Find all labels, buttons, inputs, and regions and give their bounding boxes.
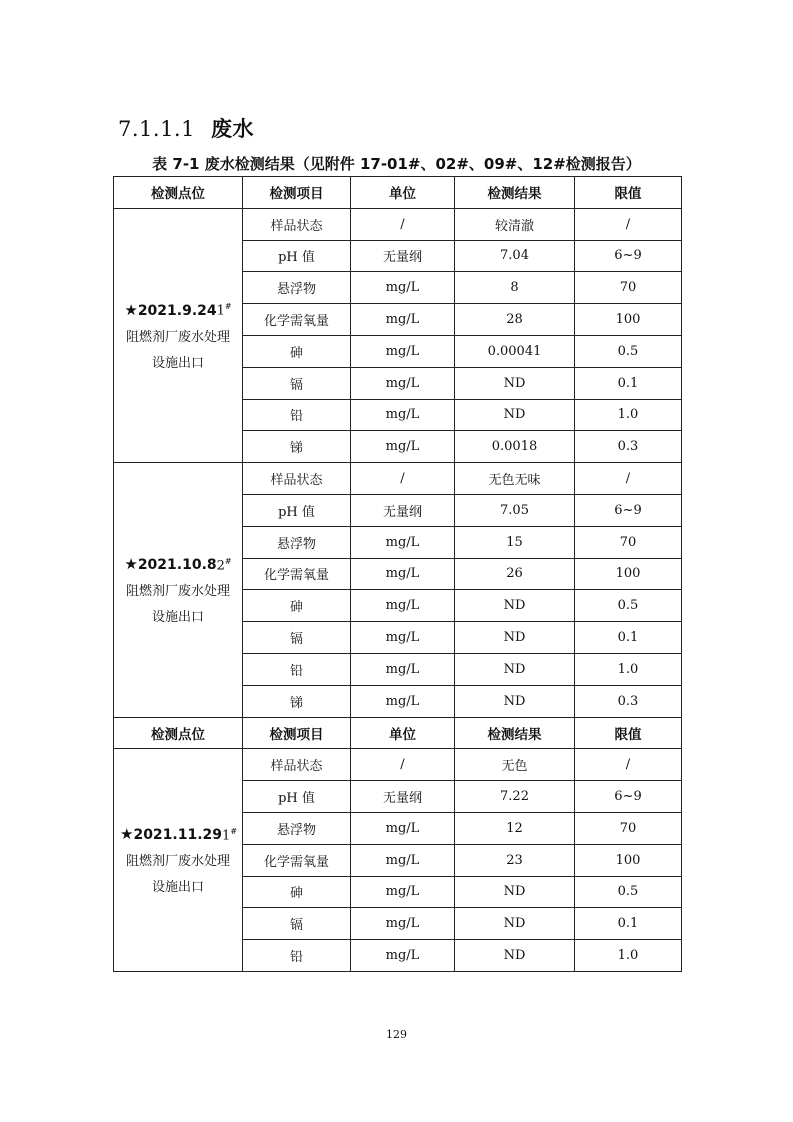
unit-cell: mg/L	[351, 304, 455, 336]
unit-cell: mg/L	[351, 526, 455, 558]
result-cell: 7.22	[455, 781, 575, 813]
site-name: 阻燃剂厂废水处理设施出口	[125, 329, 230, 371]
result-cell: ND	[455, 590, 575, 622]
column-header: 检测项目	[243, 717, 351, 749]
result-cell: 无色无味	[455, 463, 575, 495]
limit-cell: 0.5	[575, 335, 682, 367]
table-header-row	[114, 717, 682, 749]
item-cell: 铅	[243, 940, 351, 972]
item-cell: pH 值	[243, 494, 351, 526]
limit-cell: 100	[575, 844, 682, 876]
column-header: 检测结果	[455, 177, 575, 209]
unit-cell: mg/L	[351, 622, 455, 654]
site-number: 2	[216, 558, 225, 574]
table-header-row	[114, 177, 682, 209]
column-header: 单位	[351, 177, 455, 209]
unit-cell: mg/L	[351, 431, 455, 463]
item-cell: pH 值	[243, 781, 351, 813]
unit-cell: mg/L	[351, 685, 455, 717]
item-cell: 铅	[243, 653, 351, 685]
item-cell: pH 值	[243, 240, 351, 272]
item-cell: 化学需氧量	[243, 558, 351, 590]
section-number: 7.1.1.1	[118, 117, 195, 141]
unit-cell: mg/L	[351, 844, 455, 876]
result-cell: 0.00041	[455, 335, 575, 367]
limit-cell: /	[575, 208, 682, 240]
site-number-mark: #	[224, 556, 232, 566]
unit-cell: 无量纲	[351, 781, 455, 813]
result-cell: 23	[455, 844, 575, 876]
section-title: 废水	[210, 116, 254, 141]
sampling-point-cell	[114, 749, 243, 972]
table-row	[114, 749, 682, 781]
item-cell: 锑	[243, 431, 351, 463]
site-number: 1	[222, 828, 231, 844]
result-cell: 12	[455, 812, 575, 844]
item-cell: 铅	[243, 399, 351, 431]
result-cell: ND	[455, 622, 575, 654]
result-cell: 7.05	[455, 494, 575, 526]
result-cell: 28	[455, 304, 575, 336]
table-row	[114, 208, 682, 240]
result-cell: ND	[455, 367, 575, 399]
limit-cell: 6~9	[575, 494, 682, 526]
limit-cell: 0.3	[575, 685, 682, 717]
sample-date: 2021.11.29	[133, 827, 223, 844]
sample-date: 2021.10.8	[137, 557, 217, 574]
unit-cell: mg/L	[351, 367, 455, 399]
limit-cell: 100	[575, 304, 682, 336]
unit-cell: /	[351, 463, 455, 495]
result-cell: ND	[455, 876, 575, 908]
unit-cell: mg/L	[351, 940, 455, 972]
limit-cell: 0.1	[575, 367, 682, 399]
result-cell: 无色	[455, 749, 575, 781]
limit-cell: 100	[575, 558, 682, 590]
section-heading	[118, 113, 254, 143]
item-cell: 砷	[243, 876, 351, 908]
limit-cell: 70	[575, 526, 682, 558]
sample-date: 2021.9.24	[137, 302, 217, 319]
limit-cell: 0.5	[575, 590, 682, 622]
unit-cell: mg/L	[351, 812, 455, 844]
site-name: 阻燃剂厂废水处理设施出口	[125, 584, 230, 626]
limit-cell: 0.3	[575, 431, 682, 463]
page-number: 129	[386, 1028, 407, 1041]
limit-cell: 70	[575, 812, 682, 844]
limit-cell: /	[575, 463, 682, 495]
item-cell: 化学需氧量	[243, 304, 351, 336]
sampling-point-cell	[114, 208, 243, 462]
item-cell: 样品状态	[243, 463, 351, 495]
wastewater-results-table	[113, 176, 682, 972]
unit-cell: 无量纲	[351, 240, 455, 272]
result-cell: 8	[455, 272, 575, 304]
result-cell: ND	[455, 940, 575, 972]
limit-cell: 0.5	[575, 876, 682, 908]
limit-cell: 1.0	[575, 399, 682, 431]
unit-cell: 无量纲	[351, 494, 455, 526]
star-icon: ★	[120, 825, 134, 844]
unit-cell: mg/L	[351, 908, 455, 940]
column-header: 检测项目	[243, 177, 351, 209]
unit-cell: mg/L	[351, 399, 455, 431]
sampling-point-cell	[114, 463, 243, 717]
unit-cell: mg/L	[351, 653, 455, 685]
limit-cell: 6~9	[575, 240, 682, 272]
item-cell: 化学需氧量	[243, 844, 351, 876]
result-cell: 15	[455, 526, 575, 558]
unit-cell: /	[351, 749, 455, 781]
column-header: 检测点位	[114, 717, 243, 749]
item-cell: 镉	[243, 622, 351, 654]
item-cell: 样品状态	[243, 749, 351, 781]
unit-cell: mg/L	[351, 558, 455, 590]
star-icon: ★	[124, 555, 138, 574]
result-cell: 26	[455, 558, 575, 590]
item-cell: 砷	[243, 590, 351, 622]
item-cell: 悬浮物	[243, 526, 351, 558]
result-cell: ND	[455, 653, 575, 685]
unit-cell: mg/L	[351, 876, 455, 908]
unit-cell: mg/L	[351, 335, 455, 367]
unit-cell: /	[351, 208, 455, 240]
table-caption: 表 7-1 废水检测结果（见附件 17-01#、02#、09#、12#检测报告）	[152, 155, 641, 173]
result-cell: ND	[455, 399, 575, 431]
site-number-mark: #	[224, 302, 232, 312]
limit-cell: 70	[575, 272, 682, 304]
result-cell: 较清澈	[455, 208, 575, 240]
limit-cell: /	[575, 749, 682, 781]
column-header: 检测结果	[455, 717, 575, 749]
unit-cell: mg/L	[351, 272, 455, 304]
site-name: 阻燃剂厂废水处理设施出口	[125, 854, 230, 896]
limit-cell: 0.1	[575, 908, 682, 940]
item-cell: 锑	[243, 685, 351, 717]
column-header: 检测点位	[114, 177, 243, 209]
item-cell: 样品状态	[243, 208, 351, 240]
unit-cell: mg/L	[351, 590, 455, 622]
limit-cell: 1.0	[575, 940, 682, 972]
table-row	[114, 463, 682, 495]
site-number-mark: #	[230, 826, 238, 836]
limit-cell: 0.1	[575, 622, 682, 654]
result-cell: ND	[455, 685, 575, 717]
item-cell: 镉	[243, 367, 351, 399]
item-cell: 镉	[243, 908, 351, 940]
column-header: 限值	[575, 177, 682, 209]
limit-cell: 1.0	[575, 653, 682, 685]
column-header: 单位	[351, 717, 455, 749]
site-number: 1	[216, 303, 225, 319]
star-icon: ★	[124, 300, 138, 319]
item-cell: 悬浮物	[243, 812, 351, 844]
result-cell: ND	[455, 908, 575, 940]
column-header: 限值	[575, 717, 682, 749]
result-cell: 0.0018	[455, 431, 575, 463]
item-cell: 砷	[243, 335, 351, 367]
limit-cell: 6~9	[575, 781, 682, 813]
result-cell: 7.04	[455, 240, 575, 272]
item-cell: 悬浮物	[243, 272, 351, 304]
